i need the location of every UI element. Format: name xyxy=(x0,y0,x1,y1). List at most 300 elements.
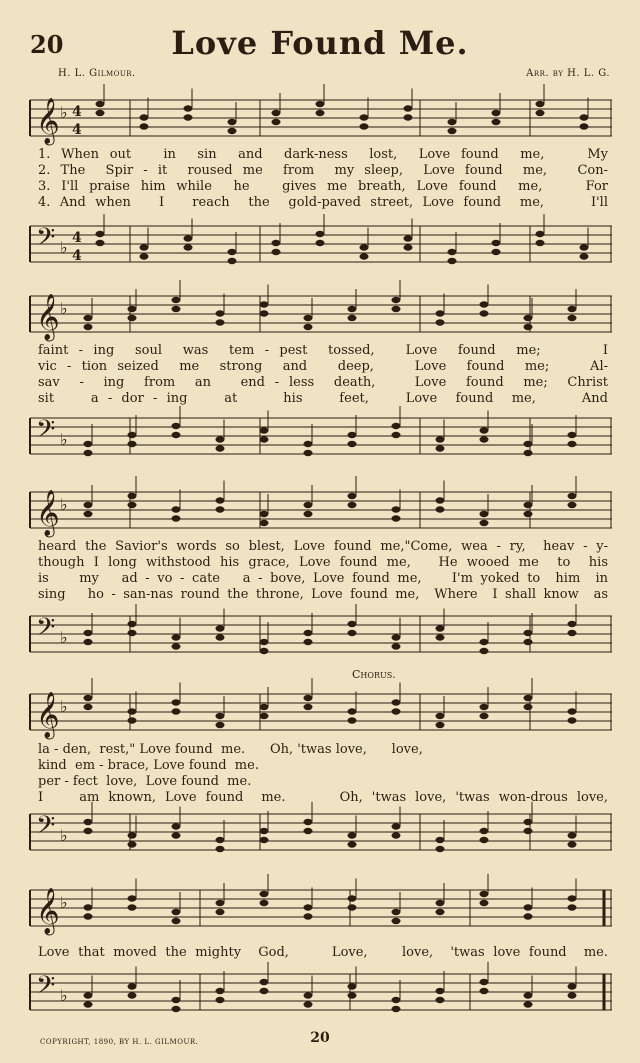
note-head xyxy=(392,643,401,649)
bass-clef-icon: 𝄢 xyxy=(36,811,56,846)
note-head xyxy=(172,432,181,438)
note-head xyxy=(304,1001,313,1007)
copyright-notice: COPYRIGHT, 1890, BY H. L. GILMOUR. xyxy=(40,1038,199,1046)
note-head xyxy=(260,436,269,442)
note-head xyxy=(436,900,445,906)
note-head xyxy=(480,427,489,433)
note-head xyxy=(392,699,401,705)
note-head xyxy=(348,493,357,499)
chorus-label: Chorus. xyxy=(352,668,396,681)
note-head xyxy=(216,837,225,843)
note-head xyxy=(84,695,93,701)
flat-icon: ♭ xyxy=(60,430,68,449)
note-head xyxy=(260,639,269,645)
note-head xyxy=(568,895,577,901)
lyric-line: 3. I'll praise him while he gives me breath, Love found me, For xyxy=(38,179,608,194)
note-head xyxy=(480,511,489,517)
note-head xyxy=(392,997,401,1003)
lyrics-system-3 xyxy=(38,539,608,603)
note-head xyxy=(568,630,577,636)
flat-icon: ♭ xyxy=(60,299,68,318)
note-head xyxy=(536,240,545,246)
note-head xyxy=(140,114,149,120)
note-head xyxy=(228,249,237,255)
note-head xyxy=(84,630,93,636)
note-head xyxy=(480,639,489,645)
note-head xyxy=(304,450,313,456)
bass-clef-icon: 𝄢 xyxy=(36,223,56,258)
note-head xyxy=(172,643,181,649)
note-head xyxy=(304,630,313,636)
note-head xyxy=(348,717,357,723)
note-head xyxy=(568,441,577,447)
note-head xyxy=(480,988,489,994)
note-head xyxy=(304,992,313,998)
note-head xyxy=(84,819,93,825)
note-head xyxy=(348,502,357,508)
time-signature-top: 4 xyxy=(72,230,82,246)
lyric-line: per - fect love, Love found me. xyxy=(38,774,252,789)
hymn-number: 20 xyxy=(30,30,64,59)
note-head xyxy=(480,713,489,719)
note-head xyxy=(492,119,501,125)
note-head xyxy=(480,828,489,834)
note-head xyxy=(392,909,401,915)
note-head xyxy=(128,441,137,447)
lyrics-system-4 xyxy=(38,742,608,806)
arranger-credit: Arr. by H. L. G. xyxy=(526,68,610,79)
note-head xyxy=(524,695,533,701)
note-head xyxy=(216,722,225,728)
note-head xyxy=(568,841,577,847)
note-head xyxy=(436,497,445,503)
treble-staff xyxy=(30,90,612,150)
flat-icon: ♭ xyxy=(60,103,68,122)
note-head xyxy=(524,511,533,517)
note-head xyxy=(568,306,577,312)
note-head xyxy=(568,502,577,508)
note-head xyxy=(436,846,445,852)
note-head xyxy=(524,630,533,636)
note-head xyxy=(392,297,401,303)
note-head xyxy=(436,506,445,512)
note-head xyxy=(568,992,577,998)
treble-clef-icon: 𝄞 xyxy=(36,98,60,144)
note-head xyxy=(568,717,577,723)
note-head xyxy=(304,511,313,517)
lyric-line: vic - tion seized me strong and deep, Love found me; Al- xyxy=(38,359,608,374)
note-head xyxy=(84,450,93,456)
note-head xyxy=(172,708,181,714)
lyric-line: 2. The Spir - it roused me from my sleep, Love found me, Con- xyxy=(38,163,608,178)
note-head xyxy=(448,258,457,264)
treble-staff xyxy=(30,286,612,346)
note-head xyxy=(216,497,225,503)
note-head xyxy=(228,119,237,125)
note-head xyxy=(216,900,225,906)
note-head xyxy=(404,114,413,120)
bass-clef-icon: 𝄢 xyxy=(36,415,56,450)
note-head xyxy=(524,992,533,998)
note-head xyxy=(272,110,281,116)
note-head xyxy=(392,708,401,714)
note-head xyxy=(216,319,225,325)
note-head xyxy=(96,240,105,246)
note-head xyxy=(84,511,93,517)
note-head xyxy=(260,988,269,994)
flat-icon: ♭ xyxy=(60,826,68,845)
note-head xyxy=(436,988,445,994)
note-head xyxy=(436,713,445,719)
note-head xyxy=(480,837,489,843)
note-head xyxy=(524,828,533,834)
note-head xyxy=(524,639,533,645)
note-head xyxy=(304,502,313,508)
note-head xyxy=(436,634,445,640)
note-head xyxy=(524,441,533,447)
time-signature-bottom: 4 xyxy=(72,248,82,264)
note-head xyxy=(260,310,269,316)
note-head xyxy=(216,634,225,640)
flat-icon: ♭ xyxy=(60,893,68,912)
note-head xyxy=(184,105,193,111)
lyric-line: la - den, rest," Love found me. Oh, 'twas love, love, xyxy=(38,742,423,757)
note-head xyxy=(128,306,137,312)
note-head xyxy=(392,515,401,521)
note-head xyxy=(128,904,137,910)
time-signature-bottom: 4 xyxy=(72,122,82,138)
note-head xyxy=(128,621,137,627)
note-head xyxy=(348,992,357,998)
note-head xyxy=(348,432,357,438)
note-head xyxy=(172,634,181,640)
lyric-line: though I long withstood his grace, Love found me, He wooed me to his xyxy=(38,555,608,570)
note-head xyxy=(480,900,489,906)
note-head xyxy=(216,625,225,631)
note-head xyxy=(492,249,501,255)
note-head xyxy=(348,441,357,447)
note-head xyxy=(260,900,269,906)
note-head xyxy=(216,988,225,994)
note-head xyxy=(568,315,577,321)
note-head xyxy=(568,904,577,910)
note-head xyxy=(524,1001,533,1007)
note-head xyxy=(404,105,413,111)
note-head xyxy=(96,101,105,107)
note-head xyxy=(304,704,313,710)
note-head xyxy=(524,315,533,321)
note-head xyxy=(348,895,357,901)
note-head xyxy=(216,436,225,442)
note-head xyxy=(272,119,281,125)
note-head xyxy=(524,913,533,919)
note-head xyxy=(128,983,137,989)
note-head xyxy=(524,904,533,910)
note-head xyxy=(536,231,545,237)
note-head xyxy=(524,450,533,456)
note-head xyxy=(448,128,457,134)
note-head xyxy=(172,423,181,429)
note-head xyxy=(404,244,413,250)
note-head xyxy=(84,639,93,645)
note-head xyxy=(172,506,181,512)
note-head xyxy=(84,441,93,447)
lyric-line: heard the Savior's words so blest, Love found me,"Come, wea - ry, heav - y- xyxy=(38,539,608,554)
note-head xyxy=(216,909,225,915)
note-head xyxy=(348,306,357,312)
note-head xyxy=(216,445,225,451)
lyric-line: faint - ing soul was tem - pest tossed, Love found me; I xyxy=(38,343,608,358)
note-head xyxy=(436,310,445,316)
note-head xyxy=(436,319,445,325)
note-head xyxy=(260,713,269,719)
note-head xyxy=(348,708,357,714)
note-head xyxy=(404,235,413,241)
lyric-line: is my ad - vo - cate a - bove, Love found me, I'm yoked to him in xyxy=(38,571,608,586)
bass-clef-icon: 𝄢 xyxy=(36,971,56,1006)
note-head xyxy=(436,722,445,728)
note-head xyxy=(128,992,137,998)
treble-clef-icon: 𝄞 xyxy=(36,888,60,934)
note-head xyxy=(436,436,445,442)
author-credit: H. L. Gilmour. xyxy=(58,68,136,79)
note-head xyxy=(128,315,137,321)
note-head xyxy=(360,114,369,120)
note-head xyxy=(392,634,401,640)
note-head xyxy=(228,258,237,264)
note-head xyxy=(480,979,489,985)
note-head xyxy=(568,708,577,714)
treble-staff xyxy=(30,684,612,744)
note-head xyxy=(260,979,269,985)
note-head xyxy=(448,249,457,255)
note-head xyxy=(216,713,225,719)
hymn-title: Love Found Me. xyxy=(171,24,469,62)
note-head xyxy=(304,639,313,645)
note-head xyxy=(568,983,577,989)
note-head xyxy=(172,918,181,924)
note-head xyxy=(128,630,137,636)
note-head xyxy=(260,648,269,654)
note-head xyxy=(260,520,269,526)
note-head xyxy=(128,717,137,723)
flat-icon: ♭ xyxy=(60,495,68,514)
lyric-line: 1. When out in sin and dark-ness lost, Love found me, My xyxy=(38,147,608,162)
lyrics-system-5 xyxy=(38,945,608,961)
note-head xyxy=(536,101,545,107)
note-head xyxy=(128,502,137,508)
note-head xyxy=(172,823,181,829)
note-head xyxy=(184,235,193,241)
note-head xyxy=(536,110,545,116)
flat-icon: ♭ xyxy=(60,628,68,647)
lyric-line: sing ho - san-nas round the throne, Love found me, Where I shall know as xyxy=(38,587,608,602)
note-head xyxy=(304,819,313,825)
note-head xyxy=(172,297,181,303)
note-head xyxy=(304,913,313,919)
note-head xyxy=(172,832,181,838)
note-head xyxy=(436,625,445,631)
note-head xyxy=(84,1001,93,1007)
note-head xyxy=(392,832,401,838)
note-head xyxy=(260,427,269,433)
note-head xyxy=(172,997,181,1003)
note-head xyxy=(84,315,93,321)
note-head xyxy=(348,983,357,989)
note-head xyxy=(128,493,137,499)
note-head xyxy=(260,828,269,834)
lyrics-system-2 xyxy=(38,343,608,407)
note-head xyxy=(316,110,325,116)
note-head xyxy=(360,244,369,250)
note-head xyxy=(172,306,181,312)
note-head xyxy=(360,123,369,129)
note-head xyxy=(580,244,589,250)
note-head xyxy=(348,315,357,321)
note-head xyxy=(580,123,589,129)
note-head xyxy=(568,493,577,499)
note-head xyxy=(184,114,193,120)
flat-icon: ♭ xyxy=(60,238,68,257)
lyric-line: sit a - dor - ing at his feet, Love found me, And xyxy=(38,391,608,406)
note-head xyxy=(84,704,93,710)
lyric-line: sav - ing from an end - less death, Love found me; Christ xyxy=(38,375,608,390)
bass-staff xyxy=(30,606,612,666)
note-head xyxy=(128,432,137,438)
note-head xyxy=(316,240,325,246)
lyrics-system-1 xyxy=(38,147,608,211)
bass-staff xyxy=(30,804,612,864)
note-head xyxy=(304,904,313,910)
note-head xyxy=(480,301,489,307)
note-head xyxy=(128,708,137,714)
note-head xyxy=(392,823,401,829)
note-head xyxy=(228,128,237,134)
note-head xyxy=(272,249,281,255)
note-head xyxy=(172,909,181,915)
note-head xyxy=(96,231,105,237)
note-head xyxy=(436,997,445,1003)
note-head xyxy=(348,841,357,847)
note-head xyxy=(84,324,93,330)
note-head xyxy=(304,324,313,330)
note-head xyxy=(480,310,489,316)
note-head xyxy=(580,114,589,120)
note-head xyxy=(84,502,93,508)
note-head xyxy=(316,101,325,107)
note-head xyxy=(580,253,589,259)
note-head xyxy=(128,895,137,901)
note-head xyxy=(128,832,137,838)
page-number: 20 xyxy=(310,1030,330,1046)
lyric-line: kind em - brace, Love found me. xyxy=(38,758,259,773)
note-head xyxy=(348,630,357,636)
note-head xyxy=(480,891,489,897)
note-head xyxy=(568,832,577,838)
note-head xyxy=(436,909,445,915)
note-head xyxy=(216,846,225,852)
note-head xyxy=(84,913,93,919)
note-head xyxy=(348,832,357,838)
bass-staff xyxy=(30,216,612,276)
note-head xyxy=(392,306,401,312)
note-head xyxy=(172,515,181,521)
note-head xyxy=(304,828,313,834)
note-head xyxy=(524,324,533,330)
note-head xyxy=(84,904,93,910)
note-head xyxy=(392,918,401,924)
note-head xyxy=(84,828,93,834)
note-head xyxy=(304,695,313,701)
treble-staff xyxy=(30,482,612,542)
bass-clef-icon: 𝄢 xyxy=(36,613,56,648)
note-head xyxy=(524,704,533,710)
note-head xyxy=(392,1006,401,1012)
note-head xyxy=(568,432,577,438)
note-head xyxy=(128,841,137,847)
note-head xyxy=(360,253,369,259)
note-head xyxy=(348,621,357,627)
note-head xyxy=(140,123,149,129)
note-head xyxy=(436,837,445,843)
note-head xyxy=(84,992,93,998)
lyric-line: 4. And when I reach the gold-paved street, Love found me, I'll xyxy=(38,195,608,210)
treble-clef-icon: 𝄞 xyxy=(36,692,60,738)
lyric-line: I am known, Love found me. Oh, 'twas love, 'twas won-drous love, xyxy=(38,790,608,805)
note-head xyxy=(260,837,269,843)
note-head xyxy=(260,891,269,897)
note-head xyxy=(492,240,501,246)
note-head xyxy=(140,253,149,259)
note-head xyxy=(448,119,457,125)
note-head xyxy=(524,819,533,825)
note-head xyxy=(216,997,225,1003)
note-head xyxy=(568,621,577,627)
treble-clef-icon: 𝄞 xyxy=(36,294,60,340)
treble-clef-icon: 𝄞 xyxy=(36,490,60,536)
note-head xyxy=(392,432,401,438)
flat-icon: ♭ xyxy=(60,986,68,1005)
note-head xyxy=(260,511,269,517)
bass-staff xyxy=(30,964,612,1024)
note-head xyxy=(480,436,489,442)
note-head xyxy=(492,110,501,116)
bass-staff xyxy=(30,408,612,468)
note-head xyxy=(304,441,313,447)
note-head xyxy=(348,904,357,910)
note-head xyxy=(216,506,225,512)
note-head xyxy=(524,502,533,508)
note-head xyxy=(480,648,489,654)
note-head xyxy=(480,704,489,710)
note-head xyxy=(316,231,325,237)
note-head xyxy=(216,310,225,316)
note-head xyxy=(140,244,149,250)
flat-icon: ♭ xyxy=(60,697,68,716)
note-head xyxy=(184,244,193,250)
time-signature-top: 4 xyxy=(72,104,82,120)
note-head xyxy=(436,445,445,451)
note-head xyxy=(392,423,401,429)
note-head xyxy=(392,506,401,512)
note-head xyxy=(172,699,181,705)
note-head xyxy=(172,1006,181,1012)
note-head xyxy=(96,110,105,116)
note-head xyxy=(260,301,269,307)
note-head xyxy=(480,520,489,526)
treble-staff xyxy=(30,880,612,940)
note-head xyxy=(304,315,313,321)
